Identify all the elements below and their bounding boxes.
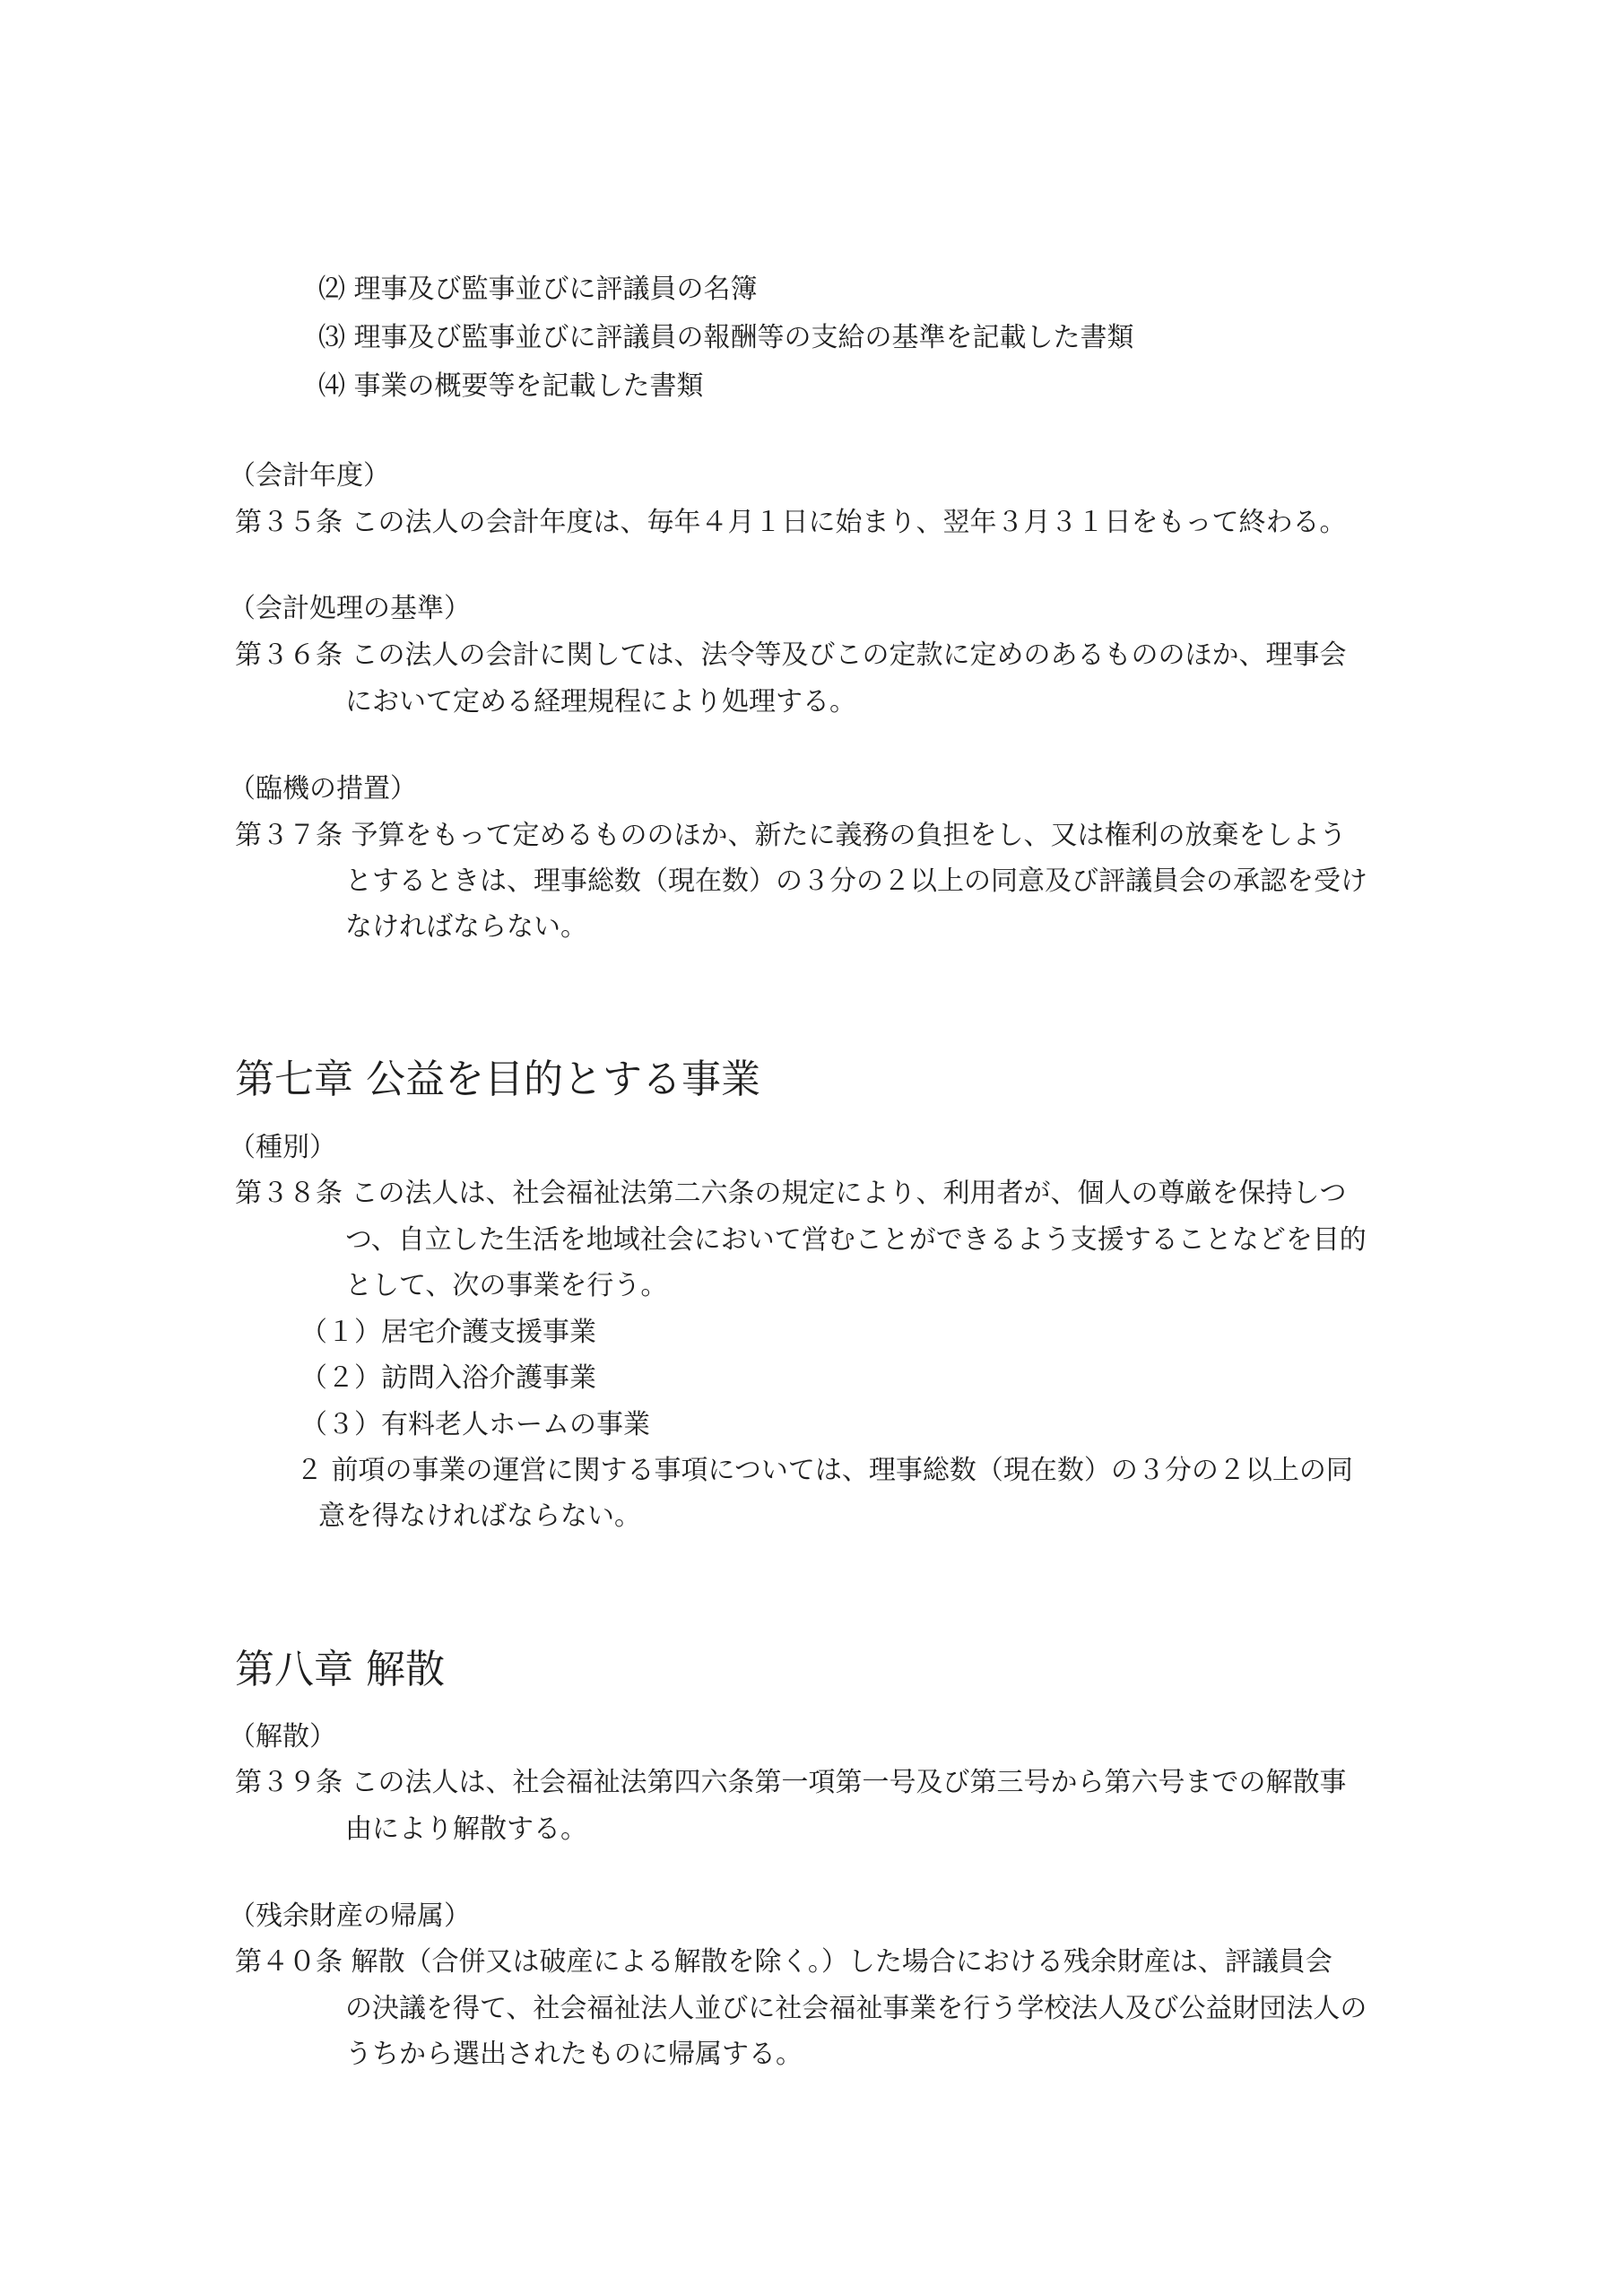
chapter-heading: 第八章 解散 <box>235 1647 445 1692</box>
list-item: ⑶ 理事及び監事並びに評議員の報酬等の支給の基準を記載した書類 <box>318 322 1134 353</box>
list-item: （１）居宅介護支援事業 <box>300 1317 596 1348</box>
article-text-line: つ、自立した生活を地域社会において営むことができるよう支援することなどを目的 <box>345 1224 1367 1256</box>
article-text-line: 第３６条 この法人の会計に関しては、法令等及びこの定款に定めのあるもののほか、理事会 <box>235 639 1347 671</box>
list-item: （２）訪問入浴介護事業 <box>300 1362 596 1394</box>
article-caption: （会計処理の基準） <box>229 593 471 624</box>
paragraph-line: 意を得なければならない。 <box>318 1500 641 1532</box>
article-caption: （臨機の措置） <box>229 773 417 804</box>
article-text-line: 第３８条 この法人は、社会福祉法第二六条の規定により、利用者が、個人の尊厳を保持しつ <box>235 1178 1347 1209</box>
list-item: ⑷ 事業の概要等を記載した書類 <box>318 370 704 402</box>
article-caption: （種別） <box>229 1132 336 1163</box>
article-text-line: 由により解散する。 <box>345 1813 587 1845</box>
article-text-line: 第４０条 解散（合併又は破産による解散を除く。）した場合における残余財産は、評議員会 <box>235 1946 1332 1978</box>
article-text-line: において定める経理規程により処理する。 <box>345 686 856 718</box>
chapter-heading: 第七章 公益を目的とする事業 <box>235 1057 760 1102</box>
list-item: ⑵ 理事及び監事並びに評議員の名簿 <box>318 274 758 305</box>
article-text-line: うちから選出されたものに帰属する。 <box>345 2039 803 2070</box>
paragraph-line: ２ 前項の事業の運営に関する事項については、理事総数（現在数）の３分の２以上の同 <box>296 1455 1353 1486</box>
article-caption: （会計年度） <box>229 460 390 491</box>
article-text-line: なければならない。 <box>345 911 587 943</box>
article-text-line: 第３５条 この法人の会計年度は、毎年４月１日に始まり、翌年３月３１日をもって終わる。 <box>235 507 1347 538</box>
article-text-line: として、次の事業を行う。 <box>345 1270 668 1301</box>
article-caption: （残余財産の帰属） <box>229 1900 471 1932</box>
list-item: （３）有料老人ホームの事業 <box>300 1409 650 1440</box>
article-caption: （解散） <box>229 1721 336 1752</box>
article-text-line: の決議を得て、社会福祉法人並びに社会福祉事業を行う学校法人及び公益財団法人の <box>345 1993 1367 2024</box>
article-text-line: 第３７条 予算をもって定めるもののほか、新たに義務の負担をし、又は権利の放棄をしよう <box>235 820 1347 851</box>
article-text-line: 第３９条 この法人は、社会福祉法第四六条第一項第一号及び第三号から第六号までの解散事 <box>235 1767 1347 1798</box>
article-text-line: とするときは、理事総数（現在数）の３分の２以上の同意及び評議員会の承認を受け <box>345 865 1367 897</box>
